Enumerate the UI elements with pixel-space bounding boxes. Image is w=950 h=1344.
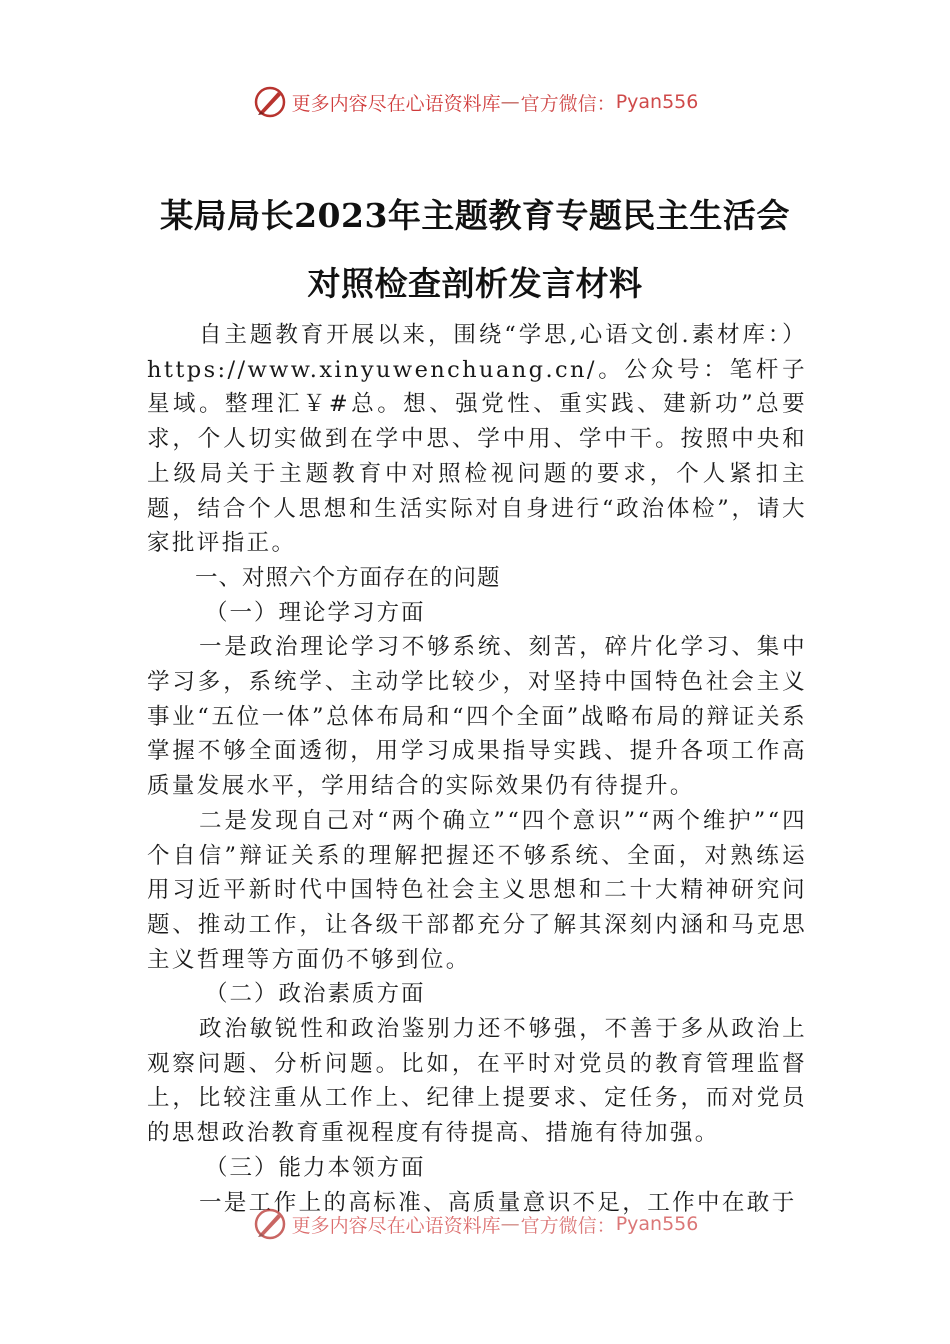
watermark-wechat-label: 官方微信：	[520, 1214, 616, 1237]
watermark-wechat-id: Pyan556	[615, 91, 699, 113]
subsection2-heading: （二）政治素质方面	[205, 981, 426, 1008]
subsection3-paragraph1: 一是工作上的高标准、高质量意识不足，工作中在敢于	[199, 1189, 797, 1216]
subsection3-heading: （三）能力本领方面	[205, 1154, 426, 1181]
document-title-line1: 某局局长2023年主题教育专题民主生活会	[160, 196, 790, 235]
intro-paragraph: 自主题教育开展以来，围绕“学思,心语文创.素材库：）https://www.xinyuwenchuang.cn/。公众号：笔杆子星域。整理汇￥#总。想、强党性、重实践、建新功”总要求，个人切实做到在学中思、学中用、学中干。按照中央和上级局关于主题教育中对照检视问题的要求，个人紧扣主题，结合个人思想和生活实际对自身进行“政治体检”，请大家批评指正。	[147, 322, 807, 557]
watermark-banner-top	[0, 84, 950, 120]
section1-heading: 一、对照六个方面存在的问题	[195, 564, 501, 591]
watermark-wechat-id: Pyan556	[615, 1213, 699, 1235]
subsection1-heading: （一）理论学习方面	[205, 599, 426, 626]
document-title-line2: 对照检查剖析发言材料	[307, 264, 643, 303]
subsection1-paragraph2: 二是发现自己对“两个确立”“四个意识”“两个维护”“四个自信”辩证关系的理解把握还不够系统、全面，对熟练运用习近平新时代中国特色社会主义思想和二十大精神研究问题、推动工作，让各级干部都充分了解其深刻内涵和马克思主义哲理等方面仍不够到位。	[147, 807, 807, 973]
watermark-separator: —	[500, 91, 521, 113]
pen-logo-icon	[252, 1206, 288, 1242]
document-body	[147, 318, 807, 1220]
watermark-wechat-label: 官方微信：	[520, 92, 616, 115]
watermark-separator: —	[500, 1213, 521, 1235]
pen-logo-icon	[252, 84, 288, 120]
watermark-brand: 更多内容尽在心语资料库	[291, 92, 501, 115]
subsection1-paragraph1: 一是政治理论学习不够系统、刻苦，碎片化学习、集中学习多，系统学、主动学比较少，对坚持中国特色社会主义事业“五位一体”总体布局和“四个全面”战略布局的辩证关系掌握不够全面透彻，用学习成果指导实践、提升各项工作高质量发展水平，学用结合的实际效果仍有待提升。	[147, 634, 807, 800]
watermark-brand: 更多内容尽在心语资料库	[291, 1214, 501, 1237]
subsection2-paragraph1: 政治敏锐性和政治鉴别力还不够强，不善于多从政治上观察问题、分析问题。比如，在平时对党员的教育管理监督上，比较注重从工作上、纪律上提要求、定任务，而对党员的思想政治教育重视程度有待提高、措施有待加强。	[147, 1016, 807, 1147]
watermark-banner-bottom	[0, 1206, 950, 1242]
